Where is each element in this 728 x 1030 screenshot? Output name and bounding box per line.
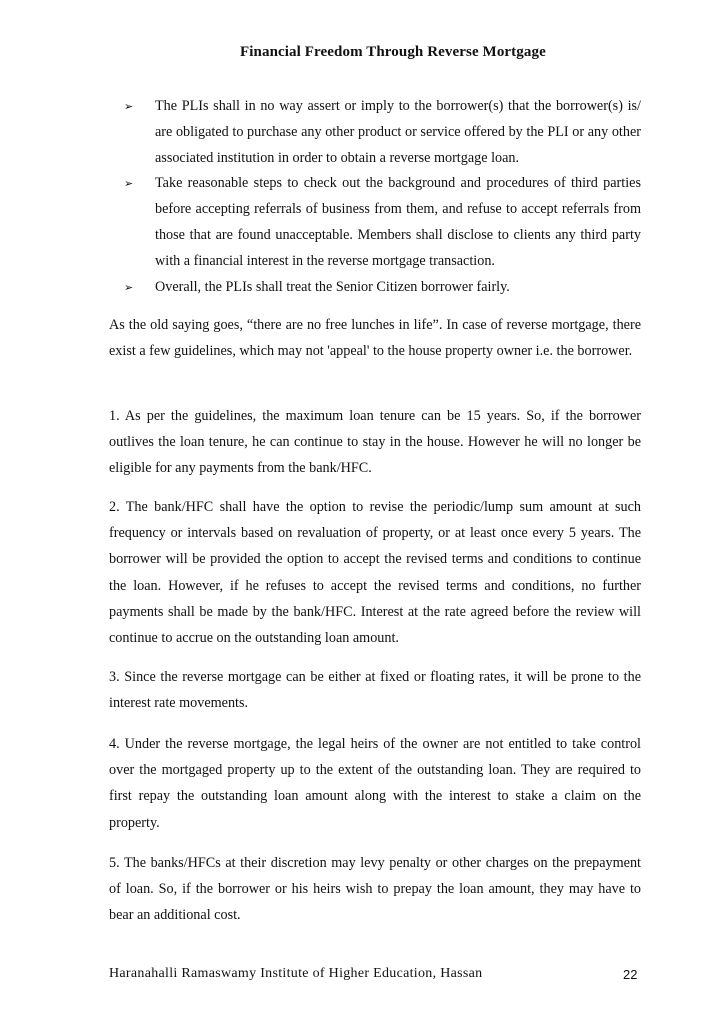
guideline-paragraph-5: 5. The banks/HFCs at their discretion may levy penalty or other charges on the prepayment of loan. So, if the borrower or his heirs wish to prepay the loan amount, they may have to bear an additional cost.	[109, 855, 641, 924]
bullet-item	[118, 275, 641, 301]
bullet-text: The PLIs shall in no way assert or imply to the borrower(s) that the borrower(s) is/ are obligated to purchase any other product or service offered by the PLI or any other associated institution in order to obtain a reverse mortgage loan.	[155, 98, 641, 166]
intro-paragraph: As the old saying goes, “there are no free lunches in life”. In case of reverse mortgage, there exist a few guidelines, which may not 'appeal' to the house property owner i.e. the borrower.	[109, 317, 641, 360]
bullet-text: Take reasonable steps to check out the background and procedures of third parties before accepting referrals of business from them, and refuse to accept referrals from those that are found unacceptable. Members shall disclose to clients any third party with a financial interest in the reverse mortgage transaction.	[155, 175, 641, 269]
footer-institution: Haranahalli Ramaswamy Institute of Higher Education, Hassan	[109, 966, 483, 981]
guideline-bullet-list	[118, 94, 641, 300]
bullet-item	[118, 94, 641, 171]
footer-page-number: 22	[623, 967, 638, 982]
bullet-item	[118, 171, 641, 274]
arrow-bullet-icon: ➢	[124, 100, 134, 113]
arrow-bullet-icon: ➢	[124, 177, 134, 191]
guideline-paragraph-2: 2. The bank/HFC shall have the option to revise the periodic/lump sum amount at such frequency or intervals based on revaluation of property, or at least once every 5 years. The borrower will be provided the option to accept the revised terms and conditions to continue the loan. However, if he refuses to accept the revised terms and conditions, no further payments shall be made by the bank/HFC. Interest at the rate agreed before the review will continue to accrue on the outstanding loan amount.	[109, 499, 641, 647]
page-header-title: Financial Freedom Through Reverse Mortgage	[240, 44, 546, 60]
bullet-text: Overall, the PLIs shall treat the Senior Citizen borrower fairly.	[155, 278, 510, 295]
arrow-bullet-icon: ➢	[124, 280, 134, 294]
guideline-paragraph-1: 1. As per the guidelines, the maximum loan tenure can be 15 years. So, if the borrower outlives the loan tenure, he can continue to stay in the house. However he will no longer be eligible for any payments from the bank/HFC.	[109, 408, 641, 477]
guideline-paragraph-4: 4. Under the reverse mortgage, the legal heirs of the owner are not entitled to take control over the mortgaged property up to the extent of the outstanding loan. They are required to first repay the outstanding loan amount along with the interest to stake a claim on the property.	[109, 736, 641, 831]
guideline-paragraph-3: 3. Since the reverse mortgage can be either at fixed or floating rates, it will be prone to the interest rate movements.	[109, 669, 641, 712]
